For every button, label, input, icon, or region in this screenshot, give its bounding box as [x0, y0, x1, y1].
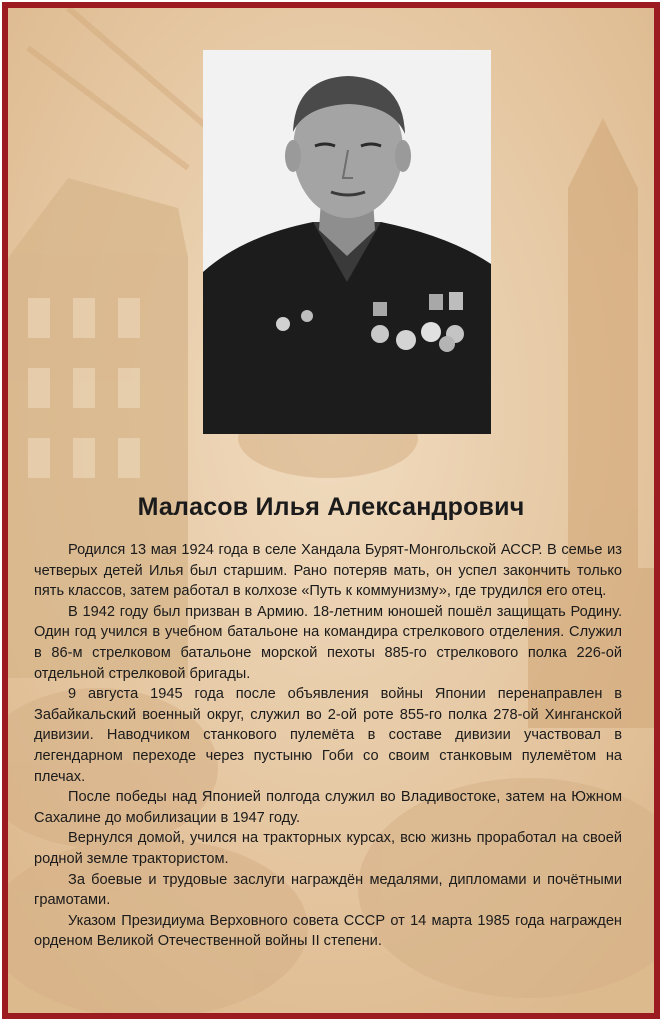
bio-paragraph: Родился 13 мая 1924 года в селе Хандала Бурят-Монгольской АССР. В семье из четверых детей Илья был старшим. Рано потеряв мать, он успел закончить только пять классов, затем работал в колхозе «Путь к коммунизму», где трудился его отец.: [34, 542, 622, 600]
portrait-photo-icon: [203, 50, 491, 434]
bio-paragraph: В 1942 году был призван в Армию. 18-летним юношей пошёл защищать Родину. Один год учился в учебном батальоне на командира стрелкового отделения. Служил в 86-м стрелковом батальоне морской пехоты 885-го стрелкового полка 226-ой отдельной стрелковой бригады.: [34, 603, 622, 682]
biography-text: [34, 540, 622, 952]
person-name: Маласов Илья Александрович: [137, 493, 525, 521]
bio-paragraph: Вернулся домой, учился на тракторных курсах, всю жизнь проработал на своей родной земле трактористом.: [34, 830, 622, 867]
portrait-photo: [203, 50, 491, 434]
memorial-poster: [2, 2, 660, 1019]
bio-paragraph: 9 августа 1945 года после объявления войны Японии перенаправлен в Забайкальский военный округ, служил во 2-ой роте 855-го полка 278-ой Хинганской дивизии. Наводчиком станкового пулемёта в составе дивизии участвовал в легендарном переходе через пустыню Гоби со своим станковым пулемётом на плечах.: [34, 686, 622, 785]
bio-paragraph: За боевые и трудовые заслуги награждён медалями, дипломами и почётными грамотами.: [34, 871, 622, 909]
bio-paragraph: Указом Президиума Верховного совета СССР от 14 марта 1985 года награжден орденом Великой Отечественной войны II степени.: [34, 912, 622, 950]
bio-paragraph: После победы над Японией полгода служил во Владивостоке, затем на Южном Сахалине до мобилизации в 1947 году.: [34, 789, 622, 826]
